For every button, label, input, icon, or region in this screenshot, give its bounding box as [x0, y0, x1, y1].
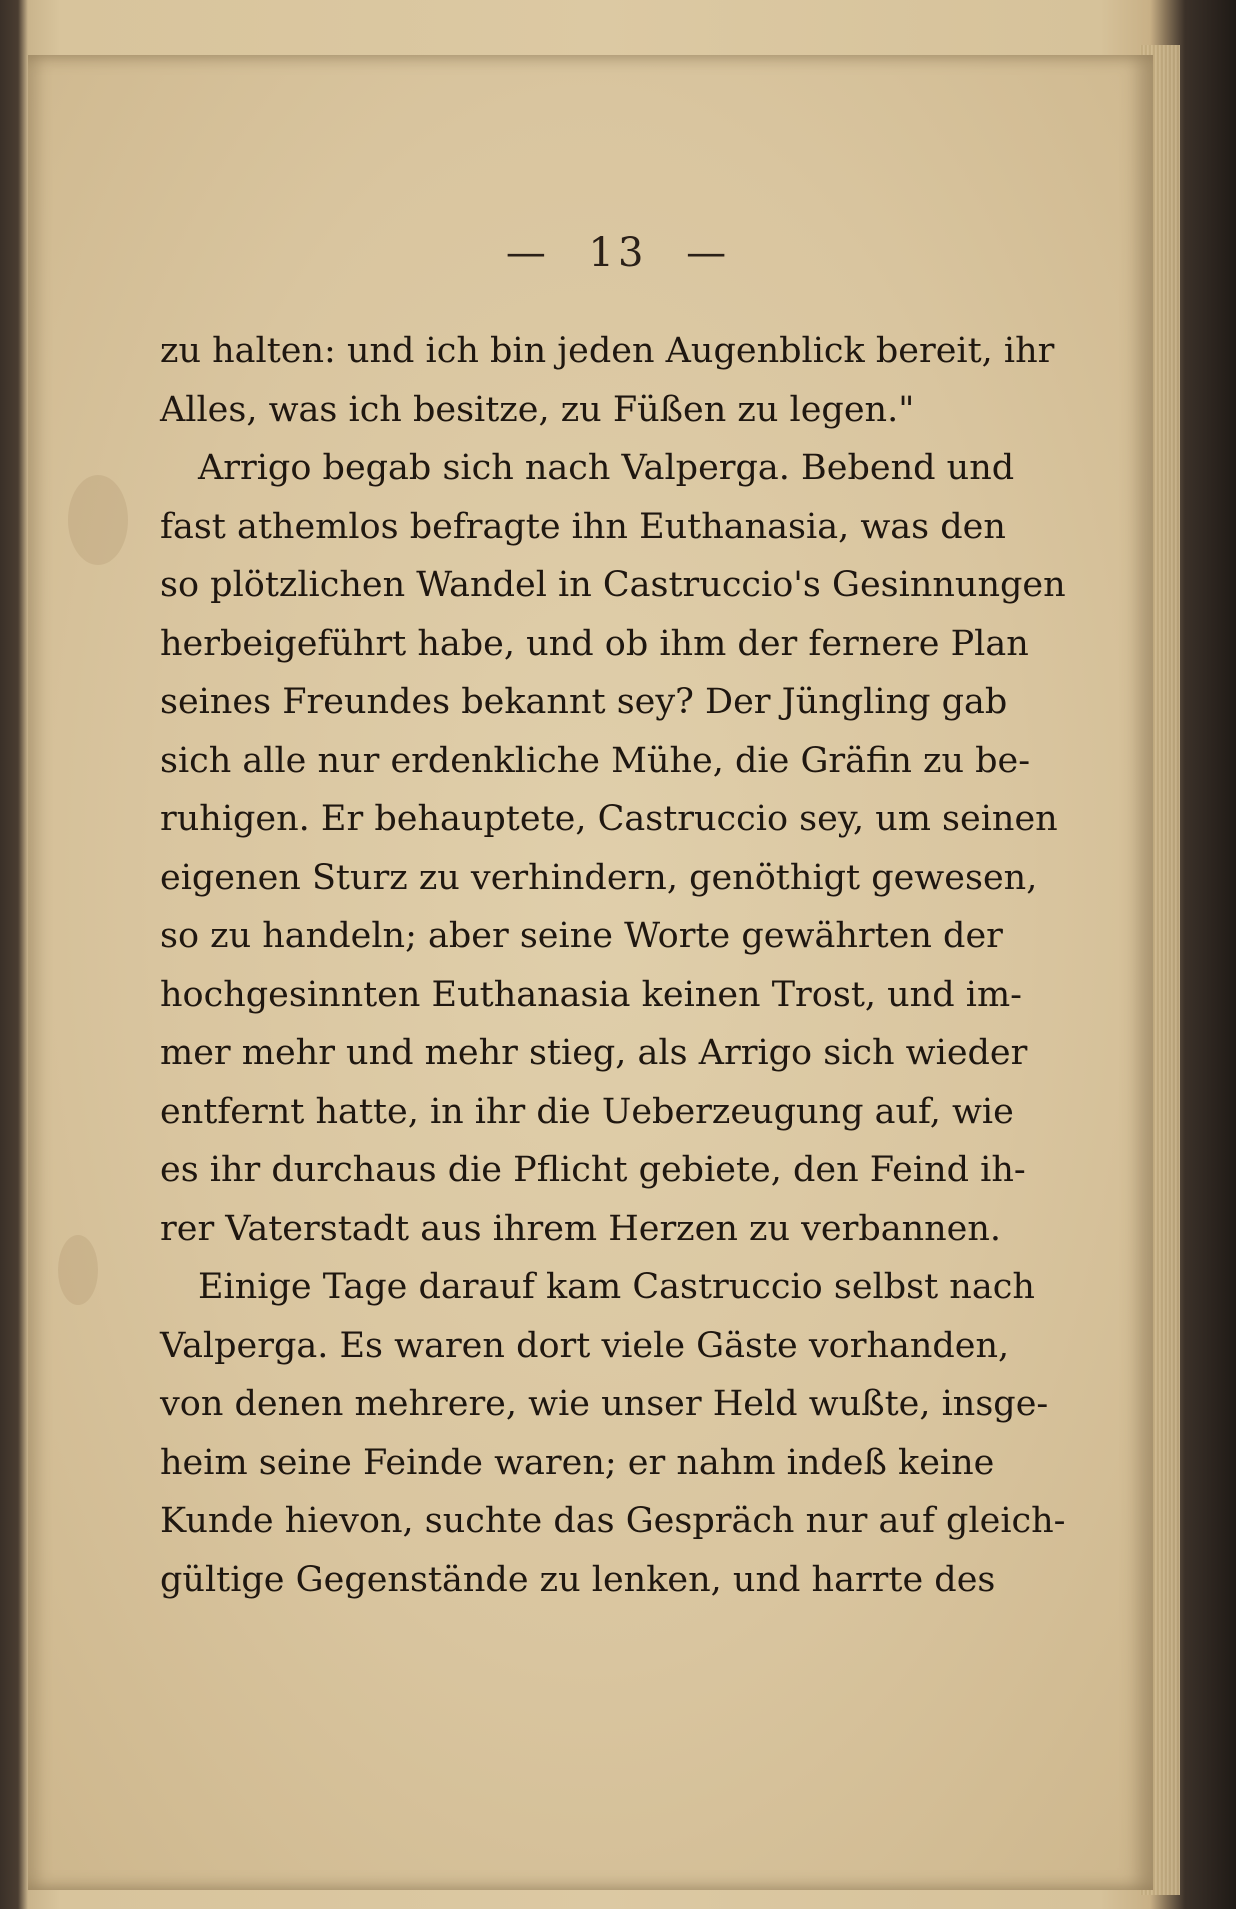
paper-stain: [58, 1235, 98, 1305]
text-line: mer mehr und mehr stieg, als Arrigo sich wieder: [160, 1033, 1028, 1073]
text-line: hochgesinnten Euthanasia keinen Trost, und im-: [160, 974, 1022, 1015]
text-line: gültige Gegenstände zu lenken, und harrte des: [160, 1559, 996, 1600]
text-line: so plötzlichen Wandel in Castruccio's Gesinnungen: [160, 565, 1066, 605]
text-line: zu halten: und ich bin jeden Augenblick bereit, ihr: [160, 331, 1055, 371]
page-number: 13: [588, 230, 648, 276]
text-line: so zu handeln; aber seine Worte gewährten der: [160, 916, 1003, 956]
text-line: Valperga. Es waren dort viele Gäste vorhanden,: [160, 1325, 1010, 1366]
text-line: herbeigeführt habe, und ob ihm der fernere Plan: [160, 623, 1029, 664]
text-line: rer Vaterstadt aus ihrem Herzen zu verbannen.: [160, 1208, 1002, 1249]
body-text: [160, 322, 1066, 1609]
paper-stain: [68, 475, 128, 565]
text-line: fast athemlos befragte ihn Euthanasia, was den: [160, 506, 1006, 547]
text-line: heim seine Feinde waren; er nahm indeß keine: [160, 1442, 995, 1483]
text-line: ruhigen. Er behauptete, Castruccio sey, um seinen: [160, 799, 1058, 839]
text-line: Kunde hievon, suchte das Gespräch nur auf gleich-: [160, 1501, 1066, 1541]
text-line: Alles, was ich besitze, zu Füßen zu legen.": [160, 389, 915, 430]
text-line: es ihr durchaus die Pflicht gebiete, den Feind ih-: [160, 1150, 1026, 1190]
text-line: seines Freundes bekannt sey? Der Jüngling gab: [160, 682, 1008, 722]
page-header: [0, 230, 1236, 276]
text-line: Einige Tage darauf kam Castruccio selbst nach: [198, 1267, 1035, 1307]
header-dash-right: —: [686, 230, 731, 276]
header-dash-left: —: [505, 230, 550, 276]
text-line: eigenen Sturz zu verhindern, genöthigt gewesen,: [160, 857, 1038, 898]
text-line: von denen mehrere, wie unser Held wußte, insge-: [160, 1384, 1049, 1424]
text-line: sich alle nur erdenkliche Mühe, die Gräfin zu be-: [160, 740, 1031, 781]
text-line: Arrigo begab sich nach Valperga. Bebend und: [198, 448, 1015, 488]
text-line: entfernt hatte, in ihr die Ueberzeugung auf, wie: [160, 1091, 1014, 1132]
